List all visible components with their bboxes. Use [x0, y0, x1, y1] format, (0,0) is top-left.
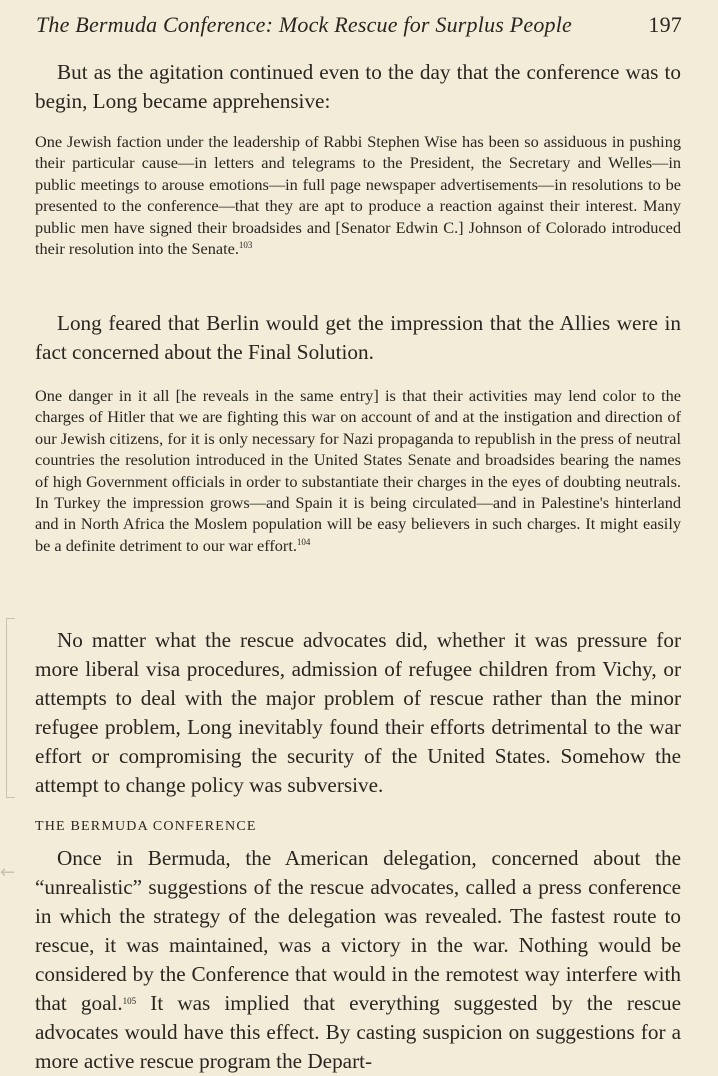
- block-quote-danger-text: One danger in it all [he reveals in the same entry] is that their activities may lend color to the charges of Hitler that we are fighting this war on account of and at the instigation and direction of our Jewish citizens, for it is only necessary for Nazi propaganda to republish in the press of neutral countries the resolution introduced in the United States Senate and broadsides bearing the names of high Government officials in order to substantiate their charges in the eyes of doubting neutrals. In Turkey the impression grows—and Spain it is being circulated—and in Palestine's hinterland and in North Africa the Moslem population will be easy believers in such charges. It might easily be a definite detriment to our war effort.: [35, 386, 681, 555]
- block-quote-danger: [35, 385, 681, 556]
- paragraph-bermuda-text-a: Once in Bermuda, the American delegation, concerned about the “unrealistic” suggestions of the rescue advocates, called a press conference in which the strategy of the delegation was revealed. The fastest route to rescue, it was maintained, was a victory in the war. Nothing would be considered by the Conference that would in the remotest way interfere with that goal.: [35, 846, 681, 1015]
- running-title: The Bermuda Conference: Mock Rescue for Surplus People: [36, 12, 573, 37]
- paragraph-berlin: Long feared that Berlin would get the impression that the Allies were in fact concerned about the Final Solution.: [35, 311, 681, 364]
- paragraph-bermuda: [35, 844, 681, 1076]
- page-number: 197: [648, 12, 682, 37]
- paragraph-intro: But as the agitation continued even to the day that the conference was to begin, Long became apprehensive:: [35, 60, 681, 113]
- paragraph-bermuda-text-b: It was implied that everything suggested by the rescue advocates would have this effect. By casting suspicion on suggestions for a more active rescue program the Depart-: [35, 991, 681, 1073]
- section-heading: THE BERMUDA CONFERENCE: [35, 819, 257, 834]
- footnote-ref-104: 104: [296, 536, 311, 547]
- block-quote-wise-text: One Jewish faction under the leadership of Rabbi Stephen Wise has been so assiduous in pushing their particular cause—in letters and telegrams to the President, the Secretary and Welles—in public meetings to arouse emotions—in full page newspaper advertisements—in resolutions to be presented to the conference—that they are apt to produce a reaction against their interest. Many public men have signed their broadsides and [Senator Edwin C.] Johnson of Colorado introduced their resolution into the Senate.: [35, 132, 681, 259]
- footnote-ref-105: 105: [122, 996, 137, 1006]
- block-quote-wise: [35, 131, 681, 259]
- footnote-ref-103: 103: [238, 240, 253, 251]
- paragraph-rescue-advocates: No matter what the rescue advocates did, whether it was pressure for more liberal visa procedures, admission of refugee children from Vichy, or attempts to deal with the major problem of rescue rather than the minor refugee problem, Long inevitably found their efforts detrimental to the war effort or compromising the security of the United States. Somehow the attempt to change policy was subversive.: [35, 628, 681, 797]
- margin-arrow-icon: ←: [0, 862, 16, 883]
- running-header: [36, 12, 682, 42]
- margin-mark-bracket: [6, 618, 15, 798]
